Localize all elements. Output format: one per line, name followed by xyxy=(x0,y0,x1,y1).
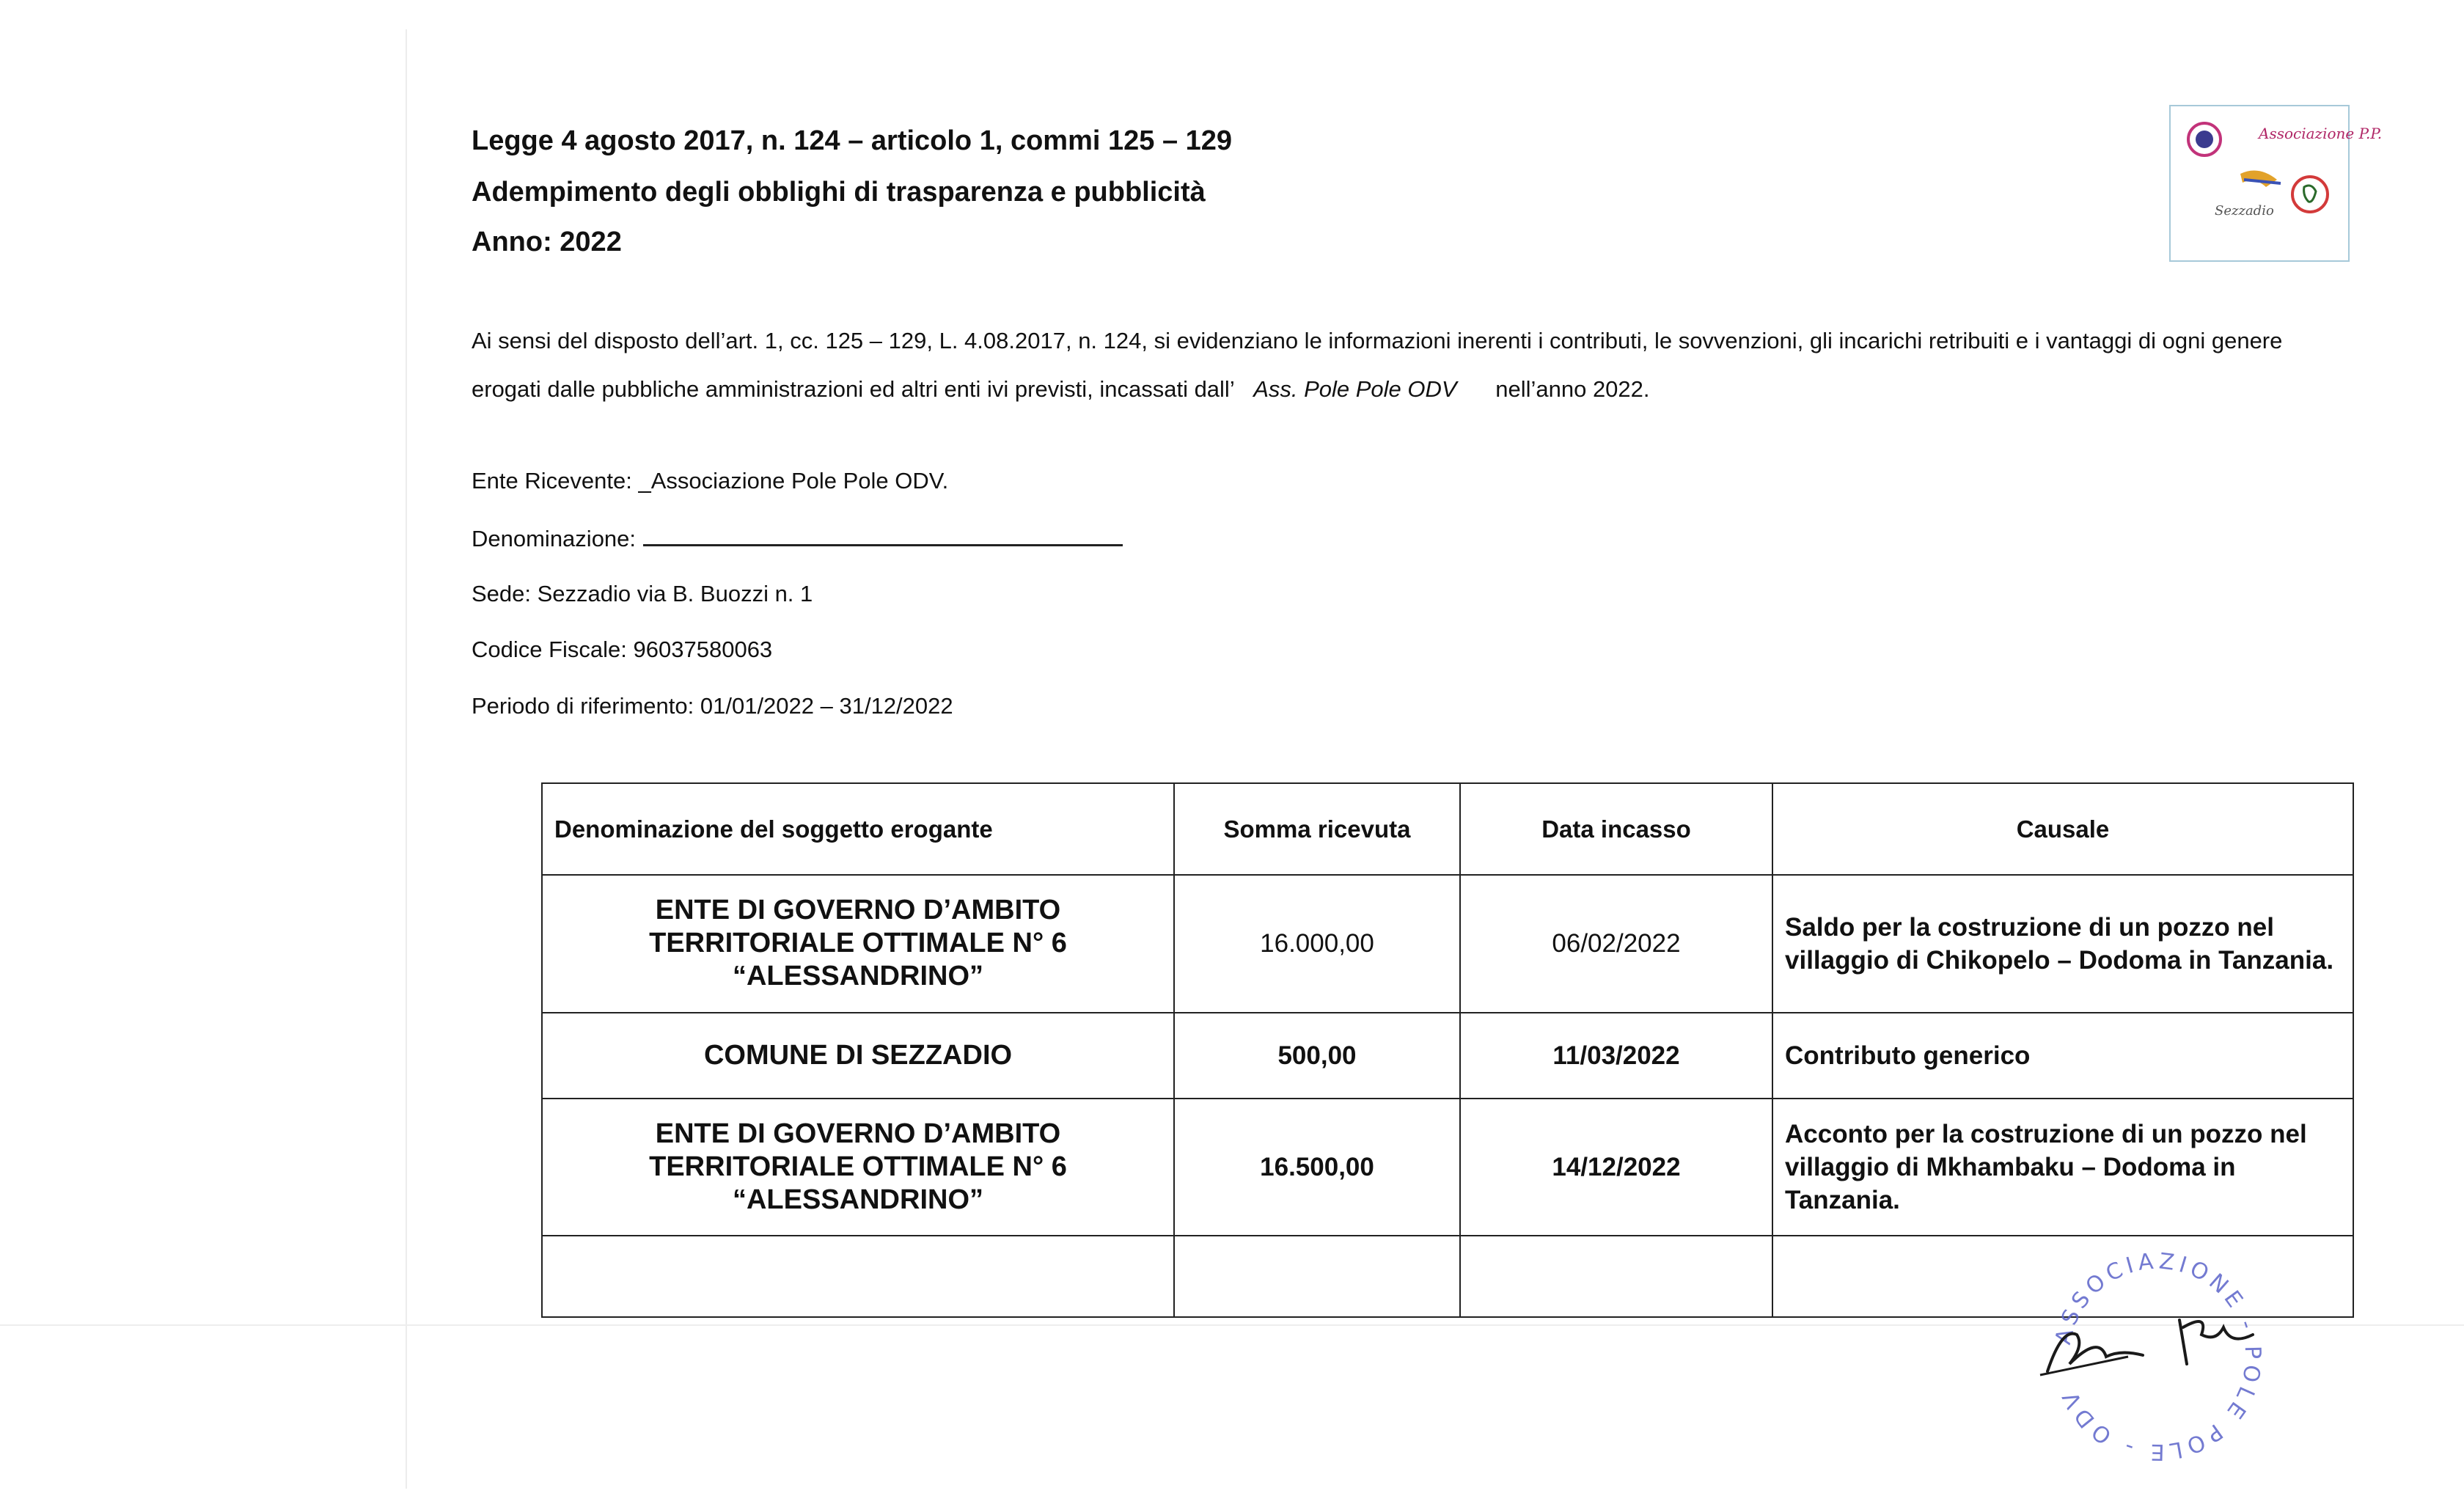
page-edge-line xyxy=(406,29,407,1489)
cell-ente: COMUNE DI SEZZADIO xyxy=(542,1013,1174,1099)
cell-data: 14/12/2022 xyxy=(1460,1099,1772,1236)
cell-causale: Acconto per la costruzione di un pozzo nel villaggio di Mkhambaku – Dodoma in Tanzania. xyxy=(1772,1099,2353,1236)
periodo-riferimento: Periodo di riferimento: 01/01/2022 – 31/12/2022 xyxy=(472,693,953,719)
header-causale: Causale xyxy=(1772,783,2353,875)
association-logo xyxy=(2169,105,2383,262)
header-ente: Denominazione del soggetto erogante xyxy=(542,783,1174,875)
svg-text:ASSOCIAZIONE - POLE POLE - ODV xyxy=(2050,1248,2265,1464)
cell-ente xyxy=(542,1236,1174,1317)
cell-causale: Contributo generico xyxy=(1772,1013,2353,1099)
cell-ente: ENTE DI GOVERNO D’AMBITO TERRITORIALE OTTIMALE N° 6 “ALESSANDRINO” xyxy=(542,1099,1174,1236)
table-row xyxy=(542,1013,2353,1099)
logo-script-top: Associazione P.P. xyxy=(2259,125,2383,142)
logo-graphic-icon xyxy=(2171,106,2383,260)
stamp-ring-text: ASSOCIAZIONE - POLE POLE - ODV xyxy=(2050,1248,2266,1465)
denominazione-label: Denominazione: xyxy=(472,526,637,551)
cell-data: 06/02/2022 xyxy=(1460,875,1772,1013)
intro-year-text: nell’anno 2022. xyxy=(1495,376,1650,402)
intro-text: Ai sensi del disposto dell’art. 1, cc. 125 – 129, L. 4.08.2017, n. 124, si evidenziano le informazioni inerenti i contributi, le sovvenzioni, gli incarichi retribuiti e i vantaggi di ogni genere erogati dalle pubbliche amministrazioni ed altri enti ivi previsti, incassati dall’ xyxy=(472,328,2283,402)
header-somma: Somma ricevuta xyxy=(1174,783,1460,875)
law-title: Legge 4 agosto 2017, n. 124 – articolo 1, commi 125 – 129 xyxy=(472,125,1233,156)
codice-fiscale: Codice Fiscale: 96037580063 xyxy=(472,637,773,662)
cell-somma: 16.000,00 xyxy=(1174,875,1460,1013)
year-label: Anno: 2022 xyxy=(472,227,622,257)
sede: Sede: Sezzadio via B. Buozzi n. 1 xyxy=(472,581,813,606)
header-data: Data incasso xyxy=(1460,783,1772,875)
intro-paragraph xyxy=(472,317,2305,414)
stamp-seal-icon xyxy=(2033,1247,2282,1467)
cell-somma xyxy=(1174,1236,1460,1317)
ente-ricevente: Ente Ricevente: _Associazione Pole Pole ODV. xyxy=(472,468,949,494)
denominazione-blank-field xyxy=(643,522,1123,546)
cell-somma: 16.500,00 xyxy=(1174,1099,1460,1236)
denominazione-row xyxy=(472,522,1123,554)
cell-ente: ENTE DI GOVERNO D’AMBITO TERRITORIALE OTTIMALE N° 6 “ALESSANDRINO” xyxy=(542,875,1174,1013)
table-header-row xyxy=(542,783,2353,875)
association-stamp xyxy=(2033,1247,2282,1467)
document-subtitle: Adempimento degli obblighi di trasparenza e pubblicità xyxy=(472,177,1206,208)
cell-causale: Saldo per la costruzione di un pozzo nel villaggio di Chikopelo – Dodoma in Tanzania. xyxy=(1772,875,2353,1013)
table-row xyxy=(542,1099,2353,1236)
grants-table xyxy=(541,782,2354,1318)
cell-data xyxy=(1460,1236,1772,1317)
cell-data: 11/03/2022 xyxy=(1460,1013,1772,1099)
recipient-name: Ass. Pole Pole ODV xyxy=(1253,376,1457,402)
cell-somma: 500,00 xyxy=(1174,1013,1460,1099)
logo-script-bottom: Sezzadio xyxy=(2215,203,2274,219)
table-row xyxy=(542,875,2353,1013)
